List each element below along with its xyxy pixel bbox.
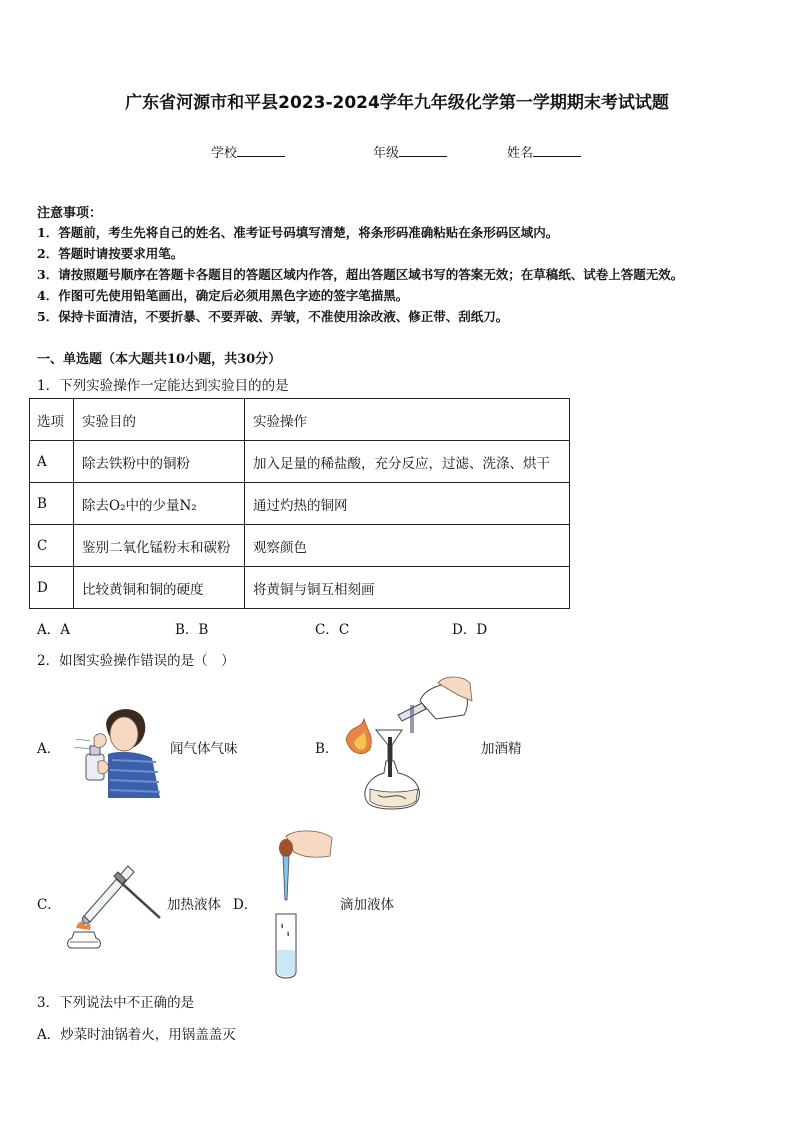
section-heading: 一、单选题（本大题共10小题，共30分） <box>37 352 282 367</box>
grade-field[interactable] <box>373 142 447 161</box>
q2-option-b-letter[interactable]: B． <box>315 741 339 757</box>
question-1-table <box>29 398 570 609</box>
q3-option-a[interactable]: A．炒菜时油锅着火，用锅盖盖灭 <box>37 1027 236 1043</box>
table-cell: C <box>30 525 74 567</box>
drop-liquid-figure <box>268 828 336 980</box>
table-row <box>30 483 570 525</box>
q2-option-c-letter[interactable]: C． <box>37 897 61 913</box>
table-header-cell: 选项 <box>30 399 74 441</box>
q1-option-c[interactable]: C．C <box>315 622 350 638</box>
table-cell: 比较黄铜和铜的硬度 <box>74 567 245 609</box>
notes-heading: 注意事项： <box>37 206 103 221</box>
smell-gas-figure <box>68 700 164 800</box>
name-label: 姓名 <box>507 146 534 161</box>
note-item: 2．答题时请按要求用笔。 <box>37 246 184 261</box>
note-item: 5．保持卡面清洁，不要折暴、不要弄破、弄皱，不准使用涂改液、修正带、刮纸刀。 <box>37 309 509 324</box>
add-alcohol-figure <box>340 675 475 815</box>
table-row <box>30 525 570 567</box>
q2-option-d-label: 滴加液体 <box>340 897 394 913</box>
table-header-cell: 实验目的 <box>74 399 245 441</box>
table-header-row <box>30 399 570 441</box>
table-cell: 除去O₂中的少量N₂ <box>74 483 245 525</box>
note-item: 1．答题前，考生先将自己的姓名、准考证号码填写清楚，将条形码准确粘贴在条形码区域内。 <box>37 225 559 240</box>
q2-option-b-label: 加酒精 <box>481 741 522 757</box>
table-row <box>30 441 570 483</box>
grade-label: 年级 <box>373 146 400 161</box>
table-cell: 观察颜色 <box>245 525 570 567</box>
school-field[interactable] <box>211 142 285 161</box>
table-cell: A <box>30 441 74 483</box>
note-item: 3．请按照题号顺序在答题卡各题目的答题区域内作答，超出答题区域书写的答案无效；在草稿纸、试卷上答题无效。 <box>37 267 684 282</box>
table-cell: 鉴别二氧化锰粉末和碳粉 <box>74 525 245 567</box>
question-1-stem: 1．下列实验操作一定能达到实验目的的是 <box>37 378 289 394</box>
table-row <box>30 567 570 609</box>
q1-option-d[interactable]: D．D <box>452 622 488 638</box>
name-field[interactable] <box>507 142 581 161</box>
q2-option-d-letter[interactable]: D． <box>233 897 258 913</box>
q1-option-b[interactable]: B．B <box>175 622 209 638</box>
table-cell: B <box>30 483 74 525</box>
question-3-stem: 3．下列说法中不正确的是 <box>37 995 195 1011</box>
q1-option-a[interactable]: A．A <box>37 622 70 638</box>
school-label: 学校 <box>211 146 238 161</box>
table-cell: 加入足量的稀盐酸，充分反应，过滤、洗涤、烘干 <box>245 441 570 483</box>
table-cell: 除去铁粉中的铜粉 <box>74 441 245 483</box>
table-cell: D <box>30 567 74 609</box>
table-header-cell: 实验操作 <box>245 399 570 441</box>
page-title: 广东省河源市和平县2023-2024学年九年级化学第一学期期末考试试题 <box>125 93 669 113</box>
q2-option-a-label: 闻气体气味 <box>170 741 238 757</box>
q2-option-c-label: 加热液体 <box>167 897 221 913</box>
school-blank[interactable] <box>237 144 285 157</box>
heat-liquid-figure <box>62 858 162 950</box>
question-2-stem: 2．如图实验操作错误的是（ ） <box>37 653 235 669</box>
grade-blank[interactable] <box>399 144 447 157</box>
q2-option-a-letter[interactable]: A． <box>37 741 61 757</box>
note-item: 4．作图可先使用铅笔画出，确定后必须用黑色字迹的签字笔描黑。 <box>37 288 409 303</box>
name-blank[interactable] <box>533 144 581 157</box>
table-cell: 通过灼热的铜网 <box>245 483 570 525</box>
table-cell: 将黄铜与铜互相刻画 <box>245 567 570 609</box>
